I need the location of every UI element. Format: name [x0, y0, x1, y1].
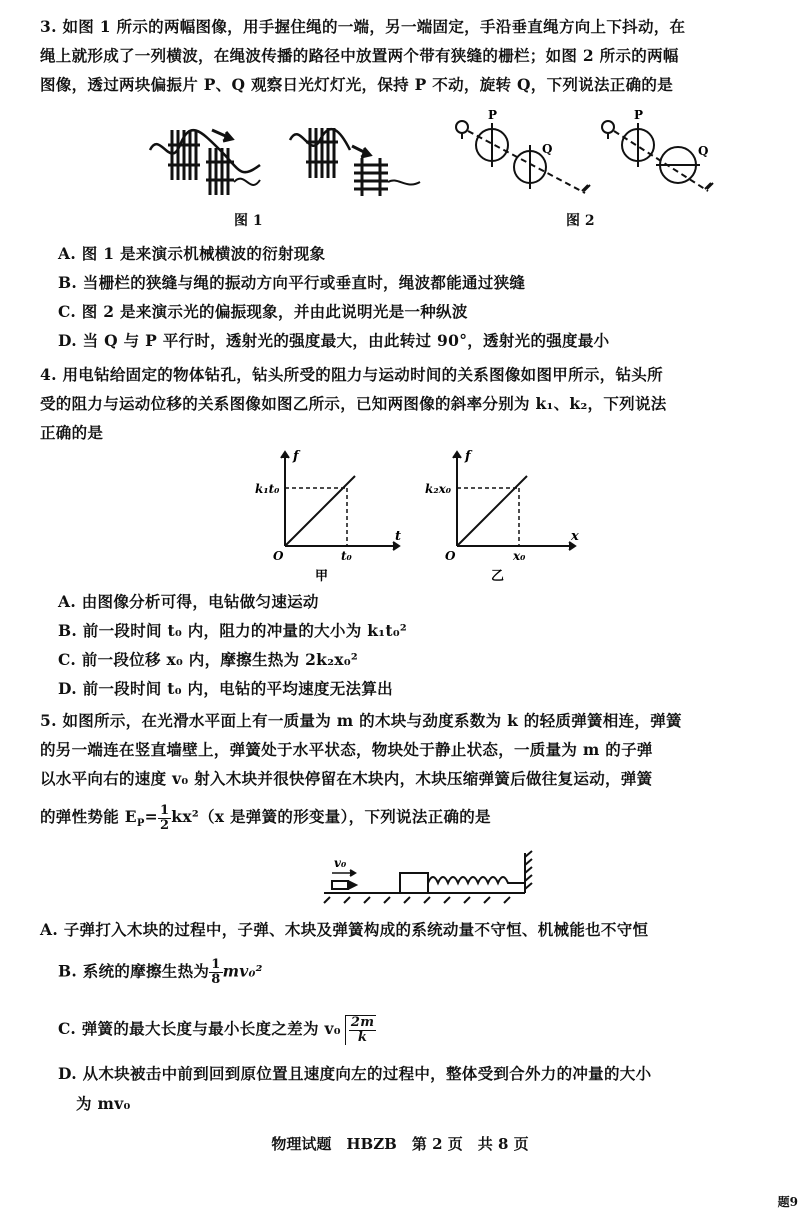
- q5-line-1: 5. 如图所示，在光滑水平面上有一质量为 m 的木块与劲度系数为 k 的轻质弹簧相连，弹簧: [40, 711, 682, 730]
- q3-line-3: 图像，透过两块偏振片 P、Q 观察日光灯灯光，保持 P 不动，旋转 Q，下列说法正确的是: [40, 75, 673, 94]
- corner-mark: 题9: [777, 1195, 798, 1209]
- q5-option-c-pre: C. 弹簧的最大长度与最小长度之差为 v₀: [58, 1019, 341, 1038]
- q5-option-c-frac: [349, 1016, 376, 1045]
- question-3-stem: [40, 12, 780, 99]
- q4-option-b[interactable]: B. 前一段时间 t₀ 内，阻力的冲量的大小为 k₁t₀²: [58, 621, 407, 640]
- q5-option-d[interactable]: D. 从木块被击中前到回到原位置且速度向左的过程中，整体受到合外力的冲量的大小: [58, 1064, 652, 1083]
- graph-yi-y-mark: k₂x₀: [425, 482, 451, 496]
- q5-line4-eq: =: [144, 807, 158, 826]
- q5-option-c-den: k: [357, 1030, 368, 1045]
- q5-option-c-num: 2m: [350, 1015, 375, 1030]
- q5-option-b-den: 8: [211, 972, 221, 987]
- graph-yi-x-mark: x₀: [513, 549, 526, 563]
- label-q-left: Q: [542, 142, 553, 156]
- q4-option-a[interactable]: A. 由图像分析可得，电钻做匀速运动: [58, 592, 319, 611]
- question-4-stem: [40, 360, 780, 447]
- page-footer: 物理试题 HBZB 第 2 页 共 8 页: [271, 1135, 529, 1153]
- q4-option-d[interactable]: D. 前一段时间 t₀ 内，电钻的平均速度无法算出: [58, 679, 393, 698]
- graph-yi: [425, 448, 585, 583]
- q5-line4-frac-num: 1: [159, 802, 170, 818]
- label-q-right: Q: [698, 144, 709, 158]
- figure-1-caption: 图 1: [234, 213, 263, 229]
- q5-line4-frac-den: 2: [159, 817, 170, 833]
- q3-line-2: 绳上就形成了一列横波，在绳波传播的路径中放置两个带有狭缝的栅栏；如图 2 所示的两幅: [40, 46, 679, 65]
- figure-2-polarizers: [450, 105, 720, 210]
- q5-option-d-line-2: 为 mv₀: [76, 1094, 131, 1113]
- q3-option-d[interactable]: D. 当 Q 与 P 平行时，透射光的强度最大，由此转过 90°，透射光的强度最小: [58, 331, 610, 350]
- graph-yi-x-label: x: [571, 529, 579, 544]
- figure-2-caption: 图 2: [566, 213, 595, 229]
- q5-line4-post: kx²（x 是弹簧的形变量），下列说法正确的是: [171, 807, 491, 826]
- graph-yi-caption: 乙: [491, 569, 505, 583]
- graph-yi-y-label: f: [465, 449, 471, 464]
- q4-line-1: 4. 用电钻给固定的物体钻孔，钻头所受的阻力与运动时间的关系图像如图甲所示，钻头所: [40, 365, 663, 384]
- q5-option-b-num: 1: [211, 957, 221, 972]
- q4-line-2: 受的阻力与运动位移的关系图像如图乙所示，已知两图像的斜率分别为 k₁、k₂，下列说法: [40, 394, 667, 413]
- graph-jia-y-mark: k₁t₀: [255, 482, 280, 496]
- velocity-label: v₀: [334, 856, 347, 870]
- q5-line4-frac: [158, 804, 171, 833]
- eye-icon-left: [582, 185, 590, 191]
- spring: [428, 877, 525, 883]
- label-p-right: P: [634, 108, 644, 122]
- lamp-icon-left: [456, 121, 468, 133]
- graph-jia-origin: O: [273, 549, 284, 563]
- q5-line-4: [40, 802, 780, 838]
- wood-block: [400, 873, 428, 893]
- fig1-right-fence: [290, 128, 420, 196]
- sqrt-sign: [345, 1015, 376, 1045]
- question-5-stem: [40, 706, 780, 793]
- graph-jia-y-label: f: [293, 449, 299, 464]
- fig1-left-fence: [150, 130, 260, 195]
- graph-jia: [255, 448, 405, 583]
- lamp-icon-right: [602, 121, 614, 133]
- q5-option-b-post: mv₀²: [222, 961, 263, 981]
- graph-jia-x-mark: t₀: [341, 549, 352, 563]
- q5-line-2: 的另一端连在竖直墙壁上，弹簧处于水平状态，物块处于静止状态，一质量为 m 的子弹: [40, 740, 653, 759]
- q4-option-c[interactable]: C. 前一段位移 x₀ 内，摩擦生热为 2k₂x₀²: [58, 650, 359, 669]
- q5-option-b[interactable]: [58, 958, 263, 987]
- graph-jia-caption: 甲: [315, 569, 329, 583]
- q3-option-c[interactable]: C. 图 2 是来演示光的偏振现象，并由此说明光是一种纵波: [58, 302, 468, 321]
- q5-option-b-pre: B. 系统的摩擦生热为: [58, 961, 210, 981]
- q5-option-b-frac: [209, 958, 222, 987]
- figure-spring-block: [320, 845, 540, 905]
- q3-line-1: 3. 如图 1 所示的两幅图像，用手握住绳的一端，另一端固定，手沿垂直绳方向上下抖动，在: [40, 17, 686, 36]
- q3-option-a[interactable]: A. 图 1 是来演示机械横波的衍射现象: [58, 244, 326, 263]
- q4-line-3: 正确的是: [40, 423, 104, 442]
- q5-option-c[interactable]: [58, 1015, 376, 1045]
- q5-line4-pre: 的弹性势能 E: [40, 807, 137, 826]
- figure-1-rope-fences: [140, 110, 430, 210]
- q5-option-a[interactable]: A. 子弹打入木块的过程中，子弹、木块及弹簧构成的系统动量不守恒、机械能也不守恒: [40, 920, 649, 939]
- bullet: [332, 881, 348, 889]
- graph-jia-x-label: t: [395, 529, 402, 544]
- graph-yi-origin: O: [445, 549, 456, 563]
- q5-line-3: 以水平向右的速度 v₀ 射入木块并很快停留在木块内，木块压缩弹簧后做往复运动，弹簧: [40, 769, 653, 788]
- label-p-left: P: [488, 108, 498, 122]
- q3-option-b[interactable]: B. 当栅栏的狭缝与绳的振动方向平行或垂直时，绳波都能通过狭缝: [58, 273, 526, 292]
- q5-line4-sub: P: [136, 818, 145, 830]
- eye-icon-right: [705, 183, 713, 189]
